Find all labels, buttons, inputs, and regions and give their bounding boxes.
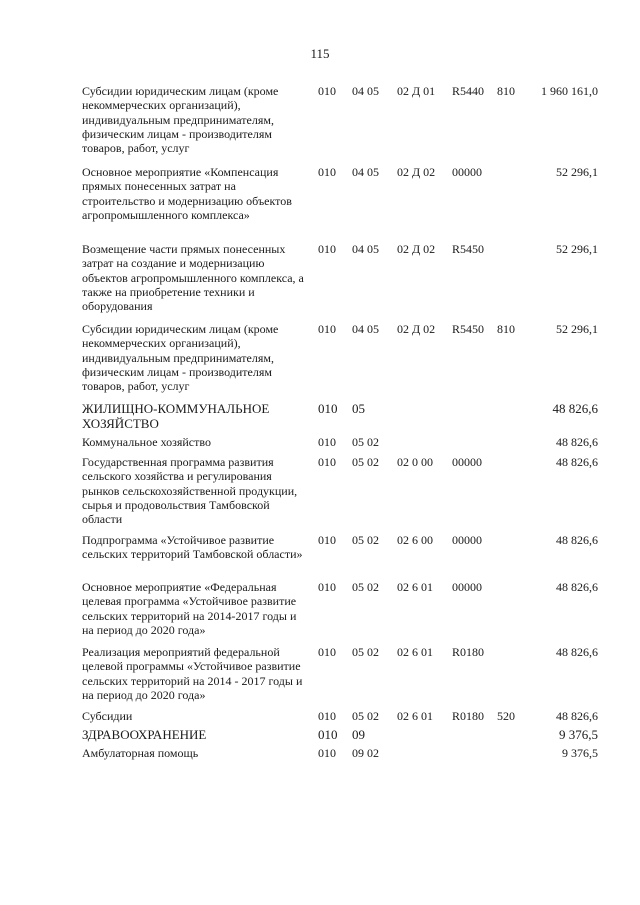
ministry-code: 010 bbox=[318, 322, 336, 336]
row-name: Основное мероприятие «Федеральная целевая программа «Устойчивое развитие сельских территорий на 2014-2017 годы и на период до 2020 года» bbox=[82, 580, 297, 637]
section-code: 05 02 bbox=[352, 580, 379, 594]
expense-type-code: 810 bbox=[497, 84, 515, 98]
direction-code: R5450 bbox=[452, 242, 485, 256]
direction-code: 00000 bbox=[452, 580, 482, 594]
row-name: Основное мероприятие «Компенсация прямых понесенных затрат на строительство и модернизацию объектов агропромышленного комплекса» bbox=[82, 165, 292, 222]
amount: 1 960 161,0 bbox=[541, 84, 598, 98]
amount: 48 826,6 bbox=[556, 455, 598, 469]
direction-code: R0180 bbox=[452, 709, 485, 723]
direction-code: 00000 bbox=[452, 533, 482, 547]
section-code: 04 05 bbox=[352, 84, 379, 98]
section-code: 05 bbox=[352, 401, 365, 416]
amount: 52 296,1 bbox=[556, 322, 598, 336]
row-name: ЗДРАВООХРАНЕНИЕ bbox=[82, 727, 207, 742]
amount: 48 826,6 bbox=[552, 401, 598, 416]
program-code: 02 6 01 bbox=[397, 645, 433, 659]
ministry-code: 010 bbox=[318, 709, 336, 723]
section-code: 09 02 bbox=[352, 746, 379, 760]
program-code: 02 6 00 bbox=[397, 533, 433, 547]
ministry-code: 010 bbox=[318, 580, 336, 594]
direction-code: 00000 bbox=[452, 455, 482, 469]
amount: 9 376,5 bbox=[559, 727, 598, 742]
amount: 52 296,1 bbox=[556, 242, 598, 256]
ministry-code: 010 bbox=[318, 727, 338, 742]
program-code: 02 0 00 bbox=[397, 455, 433, 469]
section-code: 05 02 bbox=[352, 455, 379, 469]
amount: 9 376,5 bbox=[562, 746, 598, 760]
amount: 48 826,6 bbox=[556, 709, 598, 723]
program-code: 02 Д 02 bbox=[397, 165, 436, 179]
row-name: ЖИЛИЩНО-КОММУНАЛЬНОЕ ХОЗЯЙСТВО bbox=[82, 401, 270, 431]
direction-code: 00000 bbox=[452, 165, 482, 179]
section-code: 09 bbox=[352, 727, 365, 742]
row-name: Субсидии юридическим лицам (кроме некоммерческих организаций), индивидуальным предпринимателям, физическим лицам - производителям товаров, работ, услуг bbox=[82, 322, 279, 394]
ministry-code: 010 bbox=[318, 533, 336, 547]
ministry-code: 010 bbox=[318, 401, 338, 416]
amount: 48 826,6 bbox=[556, 533, 598, 547]
page-number: 115 bbox=[310, 46, 330, 61]
program-code: 02 Д 02 bbox=[397, 242, 436, 256]
direction-code: R5440 bbox=[452, 84, 485, 98]
section-code: 05 02 bbox=[352, 533, 379, 547]
row-name: Амбулаторная помощь bbox=[82, 746, 199, 760]
section-code: 04 05 bbox=[352, 322, 379, 336]
row-name: Субсидии bbox=[82, 709, 133, 723]
section-code: 04 05 bbox=[352, 242, 379, 256]
program-code: 02 6 01 bbox=[397, 580, 433, 594]
amount: 48 826,6 bbox=[556, 435, 598, 449]
row-name: Возмещение части прямых понесенных затрат на создание и модернизацию объектов агропромышленного комплекса, а также на приобретение техники и оборудования bbox=[82, 242, 304, 314]
expense-type-code: 810 bbox=[497, 322, 515, 336]
program-code: 02 6 01 bbox=[397, 709, 433, 723]
direction-code: R0180 bbox=[452, 645, 485, 659]
ministry-code: 010 bbox=[318, 165, 336, 179]
section-code: 04 05 bbox=[352, 165, 379, 179]
section-code: 05 02 bbox=[352, 645, 379, 659]
ministry-code: 010 bbox=[318, 242, 336, 256]
section-code: 05 02 bbox=[352, 709, 379, 723]
section-code: 05 02 bbox=[352, 435, 379, 449]
ministry-code: 010 bbox=[318, 84, 336, 98]
expense-type-code: 520 bbox=[497, 709, 515, 723]
ministry-code: 010 bbox=[318, 435, 336, 449]
ministry-code: 010 bbox=[318, 455, 336, 469]
amount: 48 826,6 bbox=[556, 645, 598, 659]
row-name: Коммунальное хозяйство bbox=[82, 435, 211, 449]
program-code: 02 Д 01 bbox=[397, 84, 436, 98]
direction-code: R5450 bbox=[452, 322, 485, 336]
row-name: Подпрограмма «Устойчивое развитие сельских территорий Тамбовской области» bbox=[82, 533, 303, 562]
amount: 48 826,6 bbox=[556, 580, 598, 594]
ministry-code: 010 bbox=[318, 746, 336, 760]
amount: 52 296,1 bbox=[556, 165, 598, 179]
ministry-code: 010 bbox=[318, 645, 336, 659]
row-name: Субсидии юридическим лицам (кроме некоммерческих организаций), индивидуальным предпринимателям, физическим лицам - производителям товаров, работ, услуг bbox=[82, 84, 279, 156]
program-code: 02 Д 02 bbox=[397, 322, 436, 336]
row-name: Реализация мероприятий федеральной целевой программы «Устойчивое развитие сельских территорий на 2014 - 2017 годы и на период до 2020 года» bbox=[82, 645, 303, 702]
row-name: Государственная программа развития сельского хозяйства и регулирования рынков сельскохозяйственной продукции, сырья и продовольствия Тамбовской области bbox=[82, 455, 298, 527]
